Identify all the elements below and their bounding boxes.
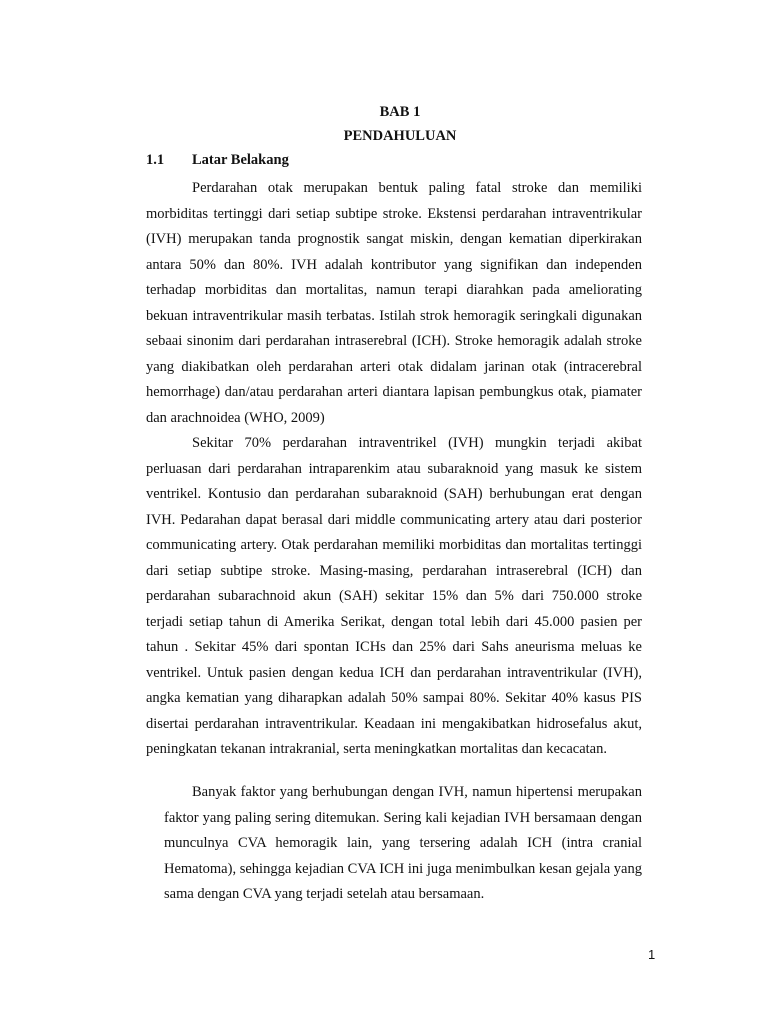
paragraph: Sekitar 70% perdarahan intraventrikel (IVH) mungkin terjadi akibat perluasan dari perdarahan intraparenkim atau subaraknoid yang masuk ke sistem ventrikel. Kontusio dan perdarahan subaraknoid (SAH) berhubungan erat dengan IVH. Pedarahan dapat berasal dari middle communicating artery atau dari posterior communicating artery. Otak perdarahan memiliki morbiditas dan mortalitas tertinggi dari setiap subtipe stroke. Masing-masing, perdarahan intraserebral (ICH) dan perdarahan subarachnoid akun (SAH) sekitar 15% dan 5% dari 750.000 stroke terjadi setiap tahun di Amerika Serikat, dengan total lebih dari 45.000 pasien per tahun . Sekitar 45% dari spontan ICHs dan 25% dari Sahs aneurisma meluas ke ventrikel. Untuk pasien dengan kedua ICH dan perdarahan intraventrikular (IVH), angka kematian yang diharapkan adalah 50% sampai 80%. Sekitar 40% kasus PIS disertai perdarahan intraventrikular. Keadaan ini mengakibatkan hidrosefalus akut, peningkatan tekanan intrakranial, serta meningkatkan mortalitas dan kecacatan. xyxy=(146,435,642,757)
body-text xyxy=(146,176,642,763)
page-number: 1 xyxy=(648,947,656,962)
section-number: 1.1 xyxy=(146,152,165,168)
chapter-label: BAB 1 xyxy=(379,104,421,120)
chapter-title: PENDAHULUAN xyxy=(343,128,457,144)
section-heading xyxy=(146,152,289,169)
section-title: Latar Belakang xyxy=(192,152,289,168)
paragraph: Banyak faktor yang berhubungan dengan IVH, namun hipertensi merupakan faktor yang paling sering ditemukan. Sering kali kejadian IVH bersamaan dengan munculnya CVA hemoragik lain, yang tersering adalah ICH (intra cranial Hematoma), sehingga kejadian CVA ICH ini juga menimbulkan kesan gejala yang sama dengan CVA yang terjadi setelah atau bersamaan. xyxy=(164,784,642,902)
indented-body-text xyxy=(164,780,642,908)
paragraph: Perdarahan otak merupakan bentuk paling fatal stroke dan memiliki morbiditas tertinggi dari setiap subtipe stroke. Ekstensi perdarahan intraventrikular (IVH) merupakan tanda prognostik sangat miskin, dengan kematian diperkirakan antara 50% dan 80%. IVH adalah kontributor yang signifikan dan independen terhadap morbiditas dan mortalitas, namun terapi diarahkan pada ameliorating bekuan intraventrikular masih terbatas. Istilah strok hemoragik seringkali digunakan sebaai sinonim dari perdarahan intraserebral (ICH). Stroke hemoragik adalah stroke yang diakibatkan oleh perdarahan arteri otak didalam jarinan otak (intracerebral hemorrhage) dan/atau perdarahan arteri diantara lapisan pembungkus otak, piamater dan arachnoidea (WHO, 2009) xyxy=(146,180,642,426)
